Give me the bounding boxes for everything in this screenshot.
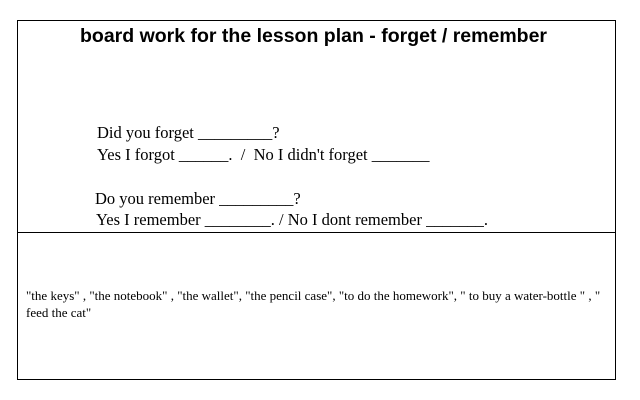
page-title: board work for the lesson plan - forget / remember — [80, 25, 548, 47]
question-forget: Did you forget _________? — [97, 123, 280, 142]
vocabulary-list: "the keys" , "the notebook" , "the wallet", "the pencil case", "to do the homework", " to buy a water-bottle " , " feed the cat" — [26, 288, 601, 320]
board-frame — [17, 20, 616, 380]
question-remember: Do you remember _________? — [95, 189, 301, 208]
answer-forget: Yes I forgot ______. / No I didn't forget _______ — [97, 145, 430, 164]
section-divider — [18, 232, 615, 233]
answer-remember: Yes I remember ________. / No I dont remember _______. — [96, 210, 488, 229]
